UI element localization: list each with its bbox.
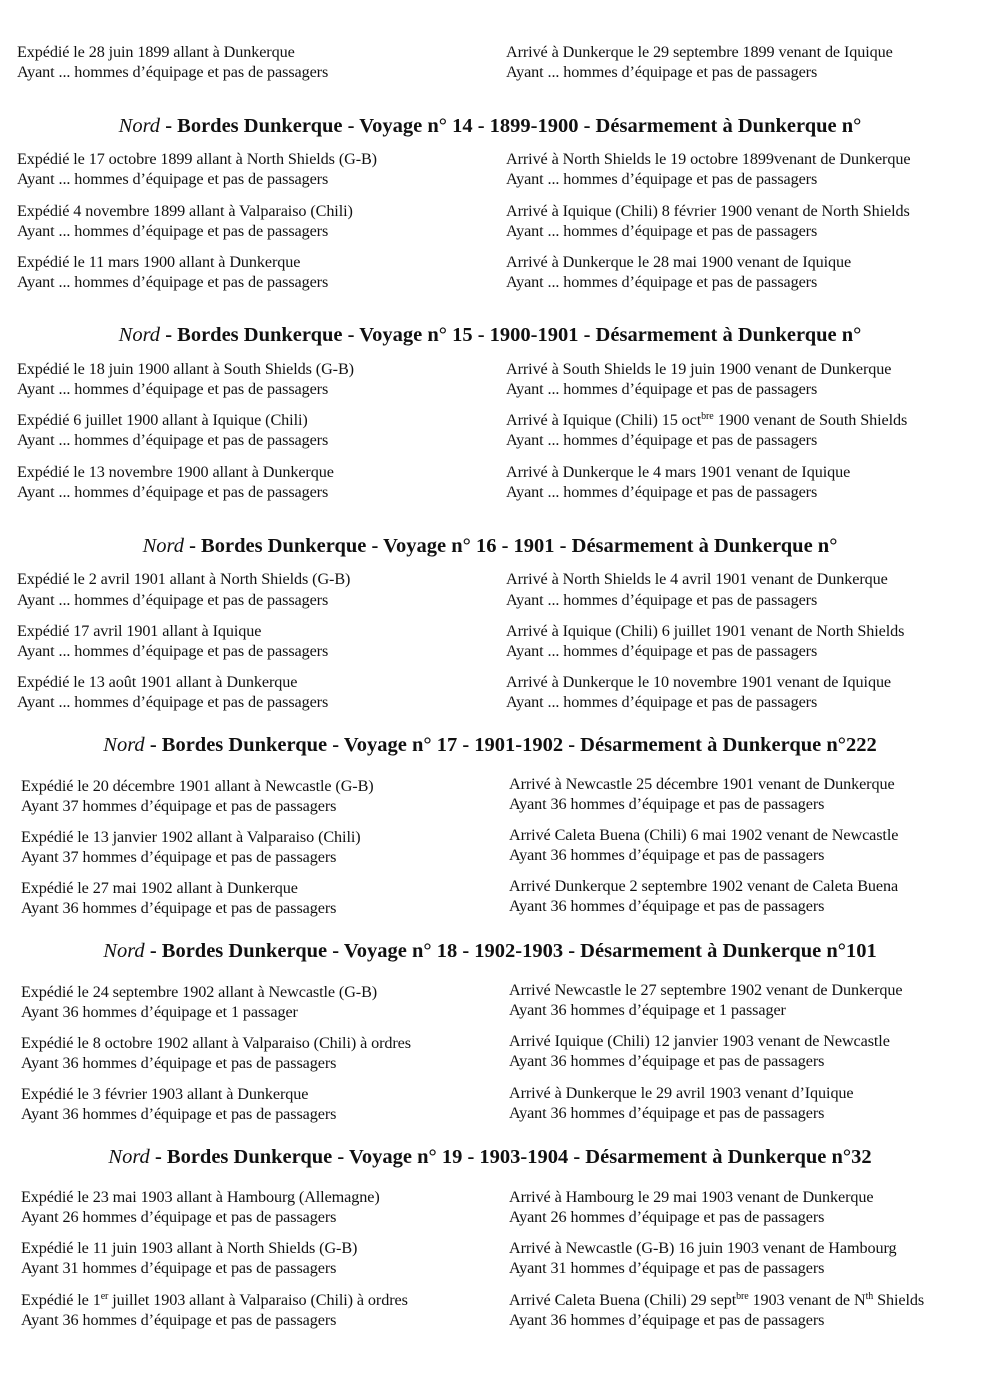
arrival-line: Arrivé à South Shields le 19 juin 1900 venant de Dunkerque <box>506 360 892 378</box>
voyage-title: - Bordes Dunkerque - Voyage n° 14 - 1899-1900 - Désarmement à Dunkerque n° <box>160 115 862 137</box>
crew-line: Ayant ... hommes d’équipage et pas de passagers <box>506 483 818 501</box>
intro-arrival-crew: Ayant ... hommes d’équipage et pas de passagers <box>506 63 818 81</box>
crew-line: Ayant 36 hommes d’équipage et 1 passager <box>509 1001 786 1019</box>
ship-name: Nord <box>103 940 145 962</box>
crew-line: Ayant 36 hommes d’équipage et pas de passagers <box>21 1105 337 1123</box>
arrival-line: Arrivé à Dunkerque le 10 novembre 1901 venant de Iquique <box>506 673 892 691</box>
voyage-18-heading <box>0 938 980 964</box>
arrival-line: Arrivé à Dunkerque le 29 avril 1903 venant d’Iquique <box>509 1084 854 1102</box>
departure-line: Expédié 6 juillet 1900 allant à Iquique (Chili) <box>17 411 308 429</box>
crew-line: Ayant ... hommes d’équipage et pas de passagers <box>506 693 818 711</box>
departure-line: Expédié le 24 septembre 1902 allant à Newcastle (G-B) <box>21 983 378 1001</box>
arrival-line: Arrivé à North Shields le 4 avril 1901 venant de Dunkerque <box>506 570 888 588</box>
voyage-14-heading <box>0 113 980 139</box>
departure-line: Expédié le 11 juin 1903 allant à North Shields (G-B) <box>21 1239 358 1257</box>
voyage-title: - Bordes Dunkerque - Voyage n° 16 - 1901 - Désarmement à Dunkerque n° <box>183 535 838 557</box>
crew-line: Ayant ... hommes d’équipage et pas de passagers <box>17 431 329 449</box>
crew-line: Ayant 26 hommes d’équipage et pas de passagers <box>21 1208 337 1226</box>
crew-line: Ayant 36 hommes d’équipage et pas de passagers <box>509 846 825 864</box>
arrival-line: Arrivé à Newcastle 25 décembre 1901 venant de Dunkerque <box>509 775 895 793</box>
crew-line: Ayant ... hommes d’équipage et pas de passagers <box>17 380 329 398</box>
crew-line: Ayant 31 hommes d’équipage et pas de passagers <box>509 1259 825 1277</box>
crew-line: Ayant ... hommes d’équipage et pas de passagers <box>17 222 329 240</box>
arrival-line: Arrivé Caleta Buena (Chili) 29 sept$^{bre}$ 1903 venant de $N^{th}$ Shields <box>509 1291 925 1309</box>
crew-line: Ayant 37 hommes d’équipage et pas de passagers <box>21 797 337 815</box>
crew-line: Ayant 36 hommes d’équipage et pas de passagers <box>21 1311 337 1329</box>
voyage-title: - Bordes Dunkerque - Voyage n° 19 - 1903-1904 - Désarmement à Dunkerque n°32 <box>149 1146 872 1168</box>
voyage-16-heading <box>0 533 980 559</box>
intro-departure-line: Expédié le 28 juin 1899 allant à Dunkerque <box>17 43 295 61</box>
departure-line: Expédié le 18 juin 1900 allant à South Shields (G-B) <box>17 360 354 378</box>
crew-line: Ayant ... hommes d’équipage et pas de passagers <box>17 693 329 711</box>
crew-line: Ayant ... hommes d’équipage et pas de passagers <box>17 642 329 660</box>
intro-arrival-line: Arrivé à Dunkerque le 29 septembre 1899 venant de Iquique <box>506 43 893 61</box>
arrival-line: Arrivé à Hambourg le 29 mai 1903 venant de Dunkerque <box>509 1188 874 1206</box>
ship-name: Nord <box>118 115 161 137</box>
crew-line: Ayant 36 hommes d’équipage et 1 passager <box>21 1003 298 1021</box>
arrival-line: Arrivé à Iquique (Chili) 15 oct$^{bre}$ 1900 venant de South Shields <box>506 411 908 429</box>
arrival-line: Arrivé Dunkerque 2 septembre 1902 venant de Caleta Buena <box>509 877 899 895</box>
arrival-line: Arrivé à Iquique (Chili) 6 juillet 1901 venant de North Shields <box>506 622 905 640</box>
voyage-title: - Bordes Dunkerque - Voyage n° 17 - 1901-1902 - Désarmement à Dunkerque n°222 <box>144 734 877 756</box>
departure-line: Expédié le 11 mars 1900 allant à Dunkerque <box>17 253 301 271</box>
departure-line: Expédié le 23 mai 1903 allant à Hambourg (Allemagne) <box>21 1188 380 1206</box>
departure-line: Expédié le 13 janvier 1902 allant à Valparaiso (Chili) <box>21 828 361 846</box>
crew-line: Ayant 26 hommes d’équipage et pas de passagers <box>509 1208 825 1226</box>
arrival-line: Arrivé à Dunkerque le 4 mars 1901 venant de Iquique <box>506 463 851 481</box>
crew-line: Ayant 36 hommes d’équipage et pas de passagers <box>509 1052 825 1070</box>
ship-name: Nord <box>142 535 184 557</box>
voyage-17-heading <box>0 732 980 758</box>
crew-line: Ayant 36 hommes d’équipage et pas de passagers <box>21 899 337 917</box>
crew-line: Ayant 36 hommes d’équipage et pas de passagers <box>509 795 825 813</box>
crew-line: Ayant 31 hommes d’équipage et pas de passagers <box>21 1259 337 1277</box>
crew-line: Ayant ... hommes d’équipage et pas de passagers <box>17 483 329 501</box>
departure-line: Expédié le 13 août 1901 allant à Dunkerque <box>17 673 298 691</box>
voyage-title: - Bordes Dunkerque - Voyage n° 15 - 1900-1901 - Désarmement à Dunkerque n° <box>160 324 862 346</box>
departure-line: Expédié 17 avril 1901 allant à Iquique <box>17 622 262 640</box>
departure-line: Expédié le 2 avril 1901 allant à North Shields (G-B) <box>17 570 351 588</box>
crew-line: Ayant ... hommes d’équipage et pas de passagers <box>506 591 818 609</box>
ship-name: Nord <box>103 734 145 756</box>
crew-line: Ayant ... hommes d’équipage et pas de passagers <box>506 431 818 449</box>
departure-line: Expédié le 8 octobre 1902 allant à Valparaiso (Chili) à ordres <box>21 1034 411 1052</box>
arrival-line: Arrivé à Dunkerque le 28 mai 1900 venant de Iquique <box>506 253 852 271</box>
arrival-line: Arrivé à North Shields le 19 octobre 1899venant de Dunkerque <box>506 150 911 168</box>
crew-line: Ayant 37 hommes d’équipage et pas de passagers <box>21 848 337 866</box>
voyage-15-heading <box>0 322 980 348</box>
crew-line: Ayant ... hommes d’équipage et pas de passagers <box>506 273 818 291</box>
crew-line: Ayant ... hommes d’équipage et pas de passagers <box>506 170 818 188</box>
crew-line: Ayant ... hommes d’équipage et pas de passagers <box>506 642 818 660</box>
voyage-title: - Bordes Dunkerque - Voyage n° 18 - 1902-1903 - Désarmement à Dunkerque n°101 <box>144 940 877 962</box>
intro-departure-crew: Ayant ... hommes d’équipage et pas de passagers <box>17 63 329 81</box>
crew-line: Ayant ... hommes d’équipage et pas de passagers <box>506 380 818 398</box>
departure-line: Expédié le 20 décembre 1901 allant à Newcastle (G-B) <box>21 777 374 795</box>
arrival-line: Arrivé Caleta Buena (Chili) 6 mai 1902 venant de Newcastle <box>509 826 899 844</box>
voyage-19-heading <box>0 1144 980 1170</box>
departure-line: Expédié le 17 octobre 1899 allant à North Shields (G-B) <box>17 150 377 168</box>
ship-name: Nord <box>108 1146 150 1168</box>
crew-line: Ayant 36 hommes d’équipage et pas de passagers <box>509 1104 825 1122</box>
crew-line: Ayant ... hommes d’équipage et pas de passagers <box>506 222 818 240</box>
arrival-line: Arrivé à Iquique (Chili) 8 février 1900 venant de North Shields <box>506 202 910 220</box>
arrival-line: Arrivé Newcastle le 27 septembre 1902 venant de Dunkerque <box>509 981 903 999</box>
crew-line: Ayant 36 hommes d’équipage et pas de passagers <box>21 1054 337 1072</box>
ship-name: Nord <box>118 324 161 346</box>
departure-line: Expédié 4 novembre 1899 allant à Valparaiso (Chili) <box>17 202 353 220</box>
arrival-line: Arrivé à Newcastle (G-B) 16 juin 1903 venant de Hambourg <box>509 1239 897 1257</box>
departure-line: Expédié le 3 février 1903 allant à Dunkerque <box>21 1085 309 1103</box>
arrival-line: Arrivé Iquique (Chili) 12 janvier 1903 venant de Newcastle <box>509 1032 890 1050</box>
crew-line: Ayant 36 hommes d’équipage et pas de passagers <box>509 897 825 915</box>
crew-line: Ayant ... hommes d’équipage et pas de passagers <box>17 273 329 291</box>
crew-line: Ayant ... hommes d’équipage et pas de passagers <box>17 170 329 188</box>
crew-line: Ayant ... hommes d’équipage et pas de passagers <box>17 591 329 609</box>
departure-line: Expédié le 1er juillet 1903 allant à Valparaiso (Chili) à ordres <box>21 1291 408 1309</box>
crew-line: Ayant 36 hommes d’équipage et pas de passagers <box>509 1311 825 1329</box>
departure-line: Expédié le 27 mai 1902 allant à Dunkerque <box>21 879 298 897</box>
departure-line: Expédié le 13 novembre 1900 allant à Dunkerque <box>17 463 334 481</box>
